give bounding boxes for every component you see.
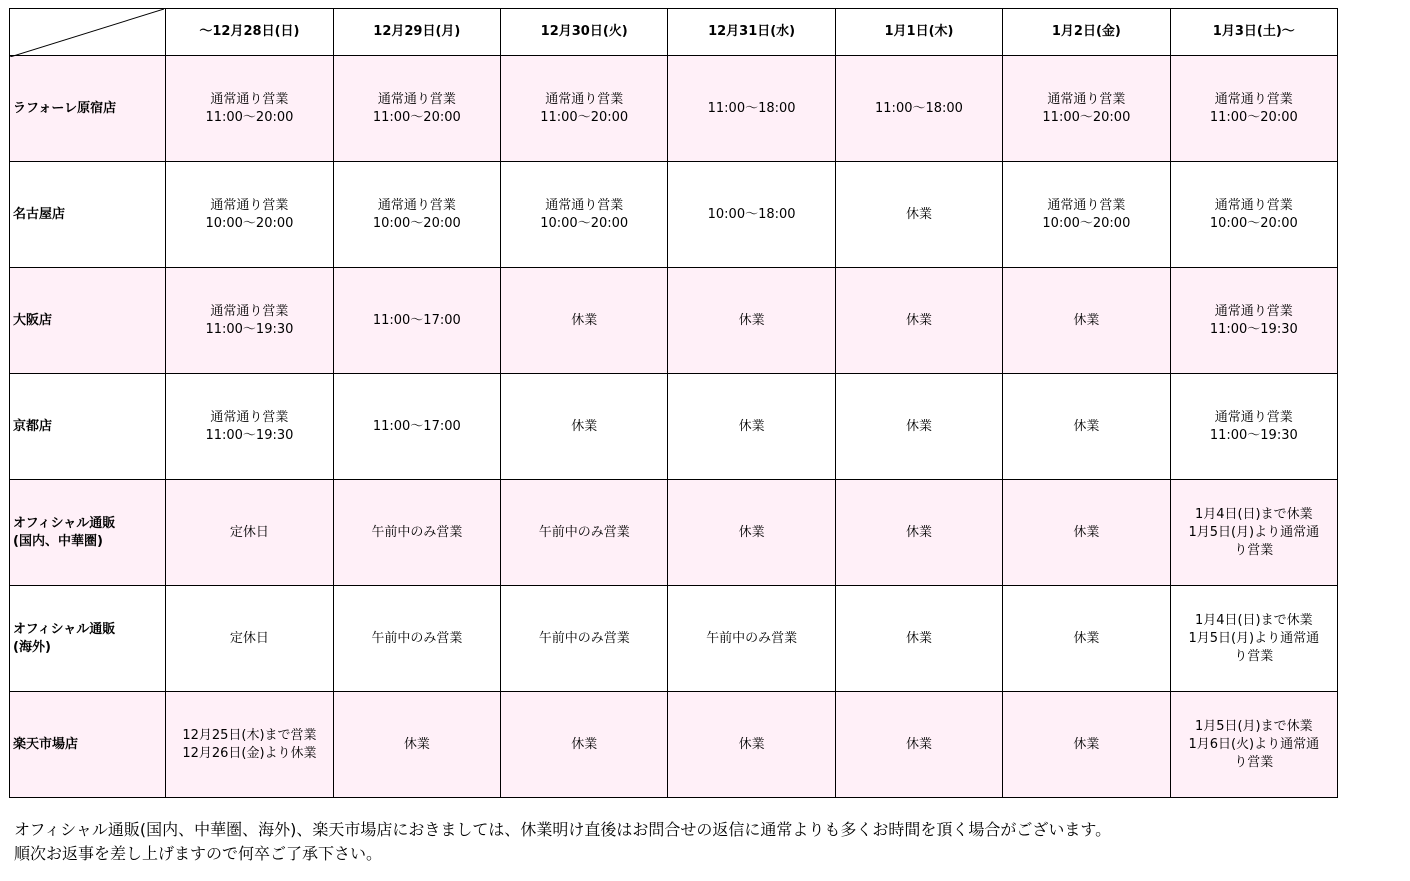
schedule-text: 午前中のみ営業 xyxy=(706,630,798,646)
store-name-line: ラフォーレ原宿店 xyxy=(13,100,117,116)
schedule-text: 通常通り営業 xyxy=(1214,409,1293,425)
schedule-cell xyxy=(835,162,1002,268)
date-header: 12月29日(月) xyxy=(333,9,500,56)
schedule-text: 1月6日(火)より通常通 xyxy=(1188,736,1320,752)
schedule-text: 12月25日(木)まで営業 xyxy=(182,727,317,743)
schedule-cell xyxy=(166,162,333,268)
schedule-cell xyxy=(333,692,500,798)
date-header: 1月3日(土)～ xyxy=(1170,9,1337,56)
schedule-text: り営業 xyxy=(1234,648,1274,664)
store-name xyxy=(10,56,166,162)
schedule-cell xyxy=(835,268,1002,374)
schedule-cell xyxy=(668,586,835,692)
schedule-text: 休業 xyxy=(738,418,765,434)
schedule-text: 休業 xyxy=(1073,524,1100,540)
schedule-text: 通常通り営業 xyxy=(210,409,289,425)
schedule-text: 通常通り営業 xyxy=(1047,91,1126,107)
schedule-text: 11:00～19:30 xyxy=(205,321,294,337)
table-row xyxy=(10,692,1338,798)
schedule-cell xyxy=(1170,374,1337,480)
schedule-text: 11:00～20:00 xyxy=(1042,109,1131,125)
schedule-text: 11:00～20:00 xyxy=(540,109,629,125)
schedule-text: 休業 xyxy=(571,736,598,752)
schedule-text: 通常通り営業 xyxy=(1214,91,1293,107)
schedule-cell xyxy=(1170,480,1337,586)
schedule-cell xyxy=(668,374,835,480)
store-name-line: (海外) xyxy=(13,639,51,655)
schedule-cell xyxy=(1003,480,1170,586)
schedule-cell xyxy=(501,374,668,480)
schedule-text: 休業 xyxy=(905,736,932,752)
schedule-text: 午前中のみ営業 xyxy=(538,524,630,540)
schedule-text: 1月4日(日)まで休業 xyxy=(1194,506,1313,522)
table-row xyxy=(10,162,1338,268)
schedule-text: 定休日 xyxy=(229,630,269,646)
schedule-cell xyxy=(1003,374,1170,480)
footnote xyxy=(14,818,1111,866)
footnote-line: オフィシャル通販(国内、中華圏、海外)、楽天市場店におきましては、休業明け直後はお問合せの返信に通常よりも多くお時間を頂く場合がございます。 xyxy=(14,820,1112,839)
schedule-cell xyxy=(668,480,835,586)
date-header: 1月1日(木) xyxy=(835,9,1002,56)
schedule-text: 休業 xyxy=(403,736,430,752)
schedule-text: 11:00～19:30 xyxy=(1209,427,1298,443)
schedule-cell xyxy=(1170,162,1337,268)
schedule-cell xyxy=(501,586,668,692)
schedule-cell xyxy=(1003,56,1170,162)
store-name-line: (国内、中華圏) xyxy=(13,533,103,549)
schedule-text: 1月5日(月)より通常通 xyxy=(1188,630,1320,646)
schedule-cell xyxy=(1170,692,1337,798)
schedule-cell xyxy=(333,374,500,480)
schedule-cell xyxy=(501,56,668,162)
schedule-cell xyxy=(333,586,500,692)
store-name-line: 大阪店 xyxy=(13,312,53,328)
store-name xyxy=(10,586,166,692)
schedule-text: 11:00～20:00 xyxy=(205,109,294,125)
schedule-cell xyxy=(835,480,1002,586)
schedule-cell xyxy=(333,56,500,162)
schedule-cell xyxy=(835,692,1002,798)
schedule-cell xyxy=(668,56,835,162)
store-name xyxy=(10,374,166,480)
schedule-text: 通常通り営業 xyxy=(210,197,289,213)
schedule-text: 休業 xyxy=(738,312,765,328)
holiday-schedule-table xyxy=(9,8,1338,798)
schedule-text: 1月5日(月)まで休業 xyxy=(1194,718,1313,734)
schedule-text: 通常通り営業 xyxy=(377,91,456,107)
schedule-cell xyxy=(668,162,835,268)
store-name xyxy=(10,268,166,374)
schedule-text: 12月26日(金)より休業 xyxy=(182,745,317,761)
schedule-text: 11:00～20:00 xyxy=(1209,109,1298,125)
schedule-cell xyxy=(668,268,835,374)
schedule-text: 休業 xyxy=(738,524,765,540)
footnote-line: 順次お返事を差し上げますので何卒ご了承下さい。 xyxy=(14,844,383,863)
schedule-cell xyxy=(501,162,668,268)
header-row xyxy=(10,9,1338,56)
schedule-cell xyxy=(333,480,500,586)
date-header: 12月30日(火) xyxy=(501,9,668,56)
schedule-cell xyxy=(1170,56,1337,162)
schedule-text: 通常通り営業 xyxy=(1214,303,1293,319)
schedule-text: 午前中のみ営業 xyxy=(371,630,463,646)
schedule-cell xyxy=(166,56,333,162)
schedule-cell xyxy=(1003,268,1170,374)
table-row xyxy=(10,586,1338,692)
store-name-line: オフィシャル通販 xyxy=(13,515,116,531)
schedule-cell xyxy=(501,480,668,586)
schedule-text: 11:00～17:00 xyxy=(372,418,461,434)
store-name xyxy=(10,480,166,586)
date-header: 12月31日(水) xyxy=(668,9,835,56)
schedule-cell xyxy=(166,480,333,586)
diagonal-line xyxy=(10,9,164,57)
schedule-cell xyxy=(668,692,835,798)
schedule-text: 休業 xyxy=(905,312,932,328)
schedule-text: 休業 xyxy=(905,630,932,646)
store-name-line: 京都店 xyxy=(13,418,53,434)
schedule-text: 通常通り営業 xyxy=(545,197,624,213)
schedule-text: 休業 xyxy=(1073,312,1100,328)
schedule-cell xyxy=(835,56,1002,162)
schedule-cell xyxy=(501,692,668,798)
schedule-text: 10:00～20:00 xyxy=(1042,215,1131,231)
schedule-text: 11:00～18:00 xyxy=(707,100,796,116)
schedule-cell xyxy=(1003,586,1170,692)
schedule-text: 午前中のみ営業 xyxy=(538,630,630,646)
schedule-text: 10:00～20:00 xyxy=(1209,215,1298,231)
schedule-text: 11:00～17:00 xyxy=(372,312,461,328)
table-row xyxy=(10,268,1338,374)
schedule-text: 通常通り営業 xyxy=(1214,197,1293,213)
schedule-cell xyxy=(333,268,500,374)
schedule-text: 通常通り営業 xyxy=(545,91,624,107)
schedule-text: 休業 xyxy=(905,206,932,222)
schedule-text: 休業 xyxy=(571,312,598,328)
schedule-text: 休業 xyxy=(905,418,932,434)
corner-cell xyxy=(10,9,166,56)
schedule-text: 11:00～19:30 xyxy=(1209,321,1298,337)
schedule-text: 11:00～18:00 xyxy=(875,100,963,116)
schedule-text: り営業 xyxy=(1234,542,1274,558)
schedule-text: 11:00～19:30 xyxy=(205,427,294,443)
schedule-text: 休業 xyxy=(1073,418,1100,434)
schedule-cell xyxy=(835,586,1002,692)
schedule-text: 休業 xyxy=(1073,736,1100,752)
schedule-text: 通常通り営業 xyxy=(210,91,289,107)
date-header: ～12月28日(日) xyxy=(166,9,333,56)
schedule-cell xyxy=(1003,692,1170,798)
schedule-text: 休業 xyxy=(571,418,598,434)
schedule-text: 休業 xyxy=(905,524,932,540)
schedule-text: 休業 xyxy=(1073,630,1100,646)
store-name-line: 楽天市場店 xyxy=(13,736,79,752)
schedule-cell xyxy=(333,162,500,268)
schedule-text: 午前中のみ営業 xyxy=(371,524,463,540)
schedule-cell xyxy=(166,692,333,798)
store-name xyxy=(10,162,166,268)
store-name-line: 名古屋店 xyxy=(13,206,66,222)
schedule-cell xyxy=(1170,586,1337,692)
schedule-text: 通常通り営業 xyxy=(377,197,456,213)
date-header: 1月2日(金) xyxy=(1003,9,1170,56)
table-row xyxy=(10,56,1338,162)
schedule-text: 定休日 xyxy=(229,524,269,540)
schedule-text: 休業 xyxy=(738,736,765,752)
schedule-cell xyxy=(501,268,668,374)
schedule-text: り営業 xyxy=(1234,754,1274,770)
schedule-text: 10:00～20:00 xyxy=(540,215,629,231)
table-row xyxy=(10,374,1338,480)
schedule-cell xyxy=(166,374,333,480)
table-row xyxy=(10,480,1338,586)
schedule-cell xyxy=(835,374,1002,480)
schedule-text: 11:00～20:00 xyxy=(372,109,461,125)
schedule-cell xyxy=(1003,162,1170,268)
schedule-text: 10:00～18:00 xyxy=(707,206,796,222)
schedule-text: 10:00～20:00 xyxy=(205,215,294,231)
store-name xyxy=(10,692,166,798)
schedule-text: 通常通り営業 xyxy=(210,303,289,319)
schedule-text: 10:00～20:00 xyxy=(372,215,461,231)
store-name-line: オフィシャル通販 xyxy=(13,621,116,637)
schedule-cell xyxy=(166,586,333,692)
schedule-cell xyxy=(166,268,333,374)
schedule-cell xyxy=(1170,268,1337,374)
schedule-text: 1月4日(日)まで休業 xyxy=(1194,612,1313,628)
schedule-text: 通常通り営業 xyxy=(1047,197,1126,213)
schedule-text: 1月5日(月)より通常通 xyxy=(1188,524,1320,540)
